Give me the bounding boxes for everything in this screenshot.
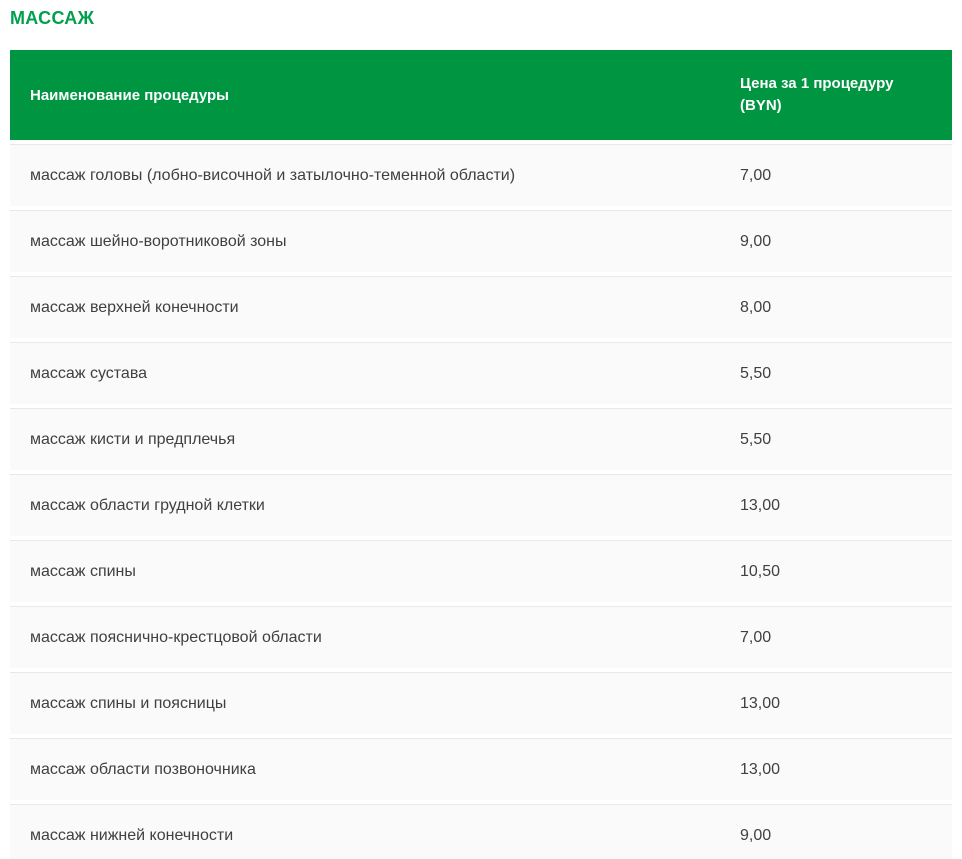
- column-header-procedure-name: Наименование процедуры: [30, 86, 229, 104]
- procedure-price: 13,00: [740, 694, 781, 712]
- procedure-price: 7,00: [740, 166, 772, 184]
- procedure-name: массаж пояснично-крестцовой области: [30, 628, 322, 646]
- column-header-price: Цена за 1 процедуру (BYN): [740, 75, 894, 114]
- procedure-price: 8,00: [740, 298, 772, 316]
- table-row: [10, 342, 952, 404]
- procedure-name: массаж сустава: [30, 364, 148, 382]
- procedure-name: массаж верхней конечности: [30, 298, 239, 316]
- procedure-price: 5,50: [740, 364, 772, 382]
- table-row: [10, 540, 952, 602]
- procedure-name: массаж области позвоночника: [30, 760, 256, 778]
- table-row: [10, 738, 952, 800]
- table-row: [10, 672, 952, 734]
- procedure-price: 13,00: [740, 496, 781, 514]
- procedure-price: 13,00: [740, 760, 781, 778]
- table-row: [10, 144, 952, 206]
- table-row: [10, 276, 952, 338]
- procedure-price: 10,50: [740, 562, 781, 580]
- procedure-name: массаж кисти и предплечья: [30, 430, 236, 448]
- procedure-price: 9,00: [740, 232, 772, 250]
- procedure-name: массаж спины: [30, 562, 136, 580]
- page-title: МАССАЖ: [10, 8, 95, 28]
- procedure-price: 9,00: [740, 826, 772, 844]
- procedure-name: массаж нижней конечности: [30, 826, 234, 844]
- table-row: [10, 804, 952, 859]
- table-body: [10, 144, 952, 859]
- table-row: [10, 606, 952, 668]
- procedure-price: 5,50: [740, 430, 772, 448]
- procedure-price: 7,00: [740, 628, 772, 646]
- price-table: [10, 50, 952, 859]
- procedure-name: массаж шейно-воротниковой зоны: [30, 232, 287, 250]
- procedure-name: массаж головы (лобно-височной и затылочно-теменной области): [30, 166, 516, 184]
- table-row: [10, 474, 952, 536]
- procedure-name: массаж спины и поясницы: [30, 694, 227, 712]
- table-header-row: [10, 50, 952, 140]
- procedure-name: массаж области грудной клетки: [30, 496, 265, 514]
- table-row: [10, 210, 952, 272]
- table-row: [10, 408, 952, 470]
